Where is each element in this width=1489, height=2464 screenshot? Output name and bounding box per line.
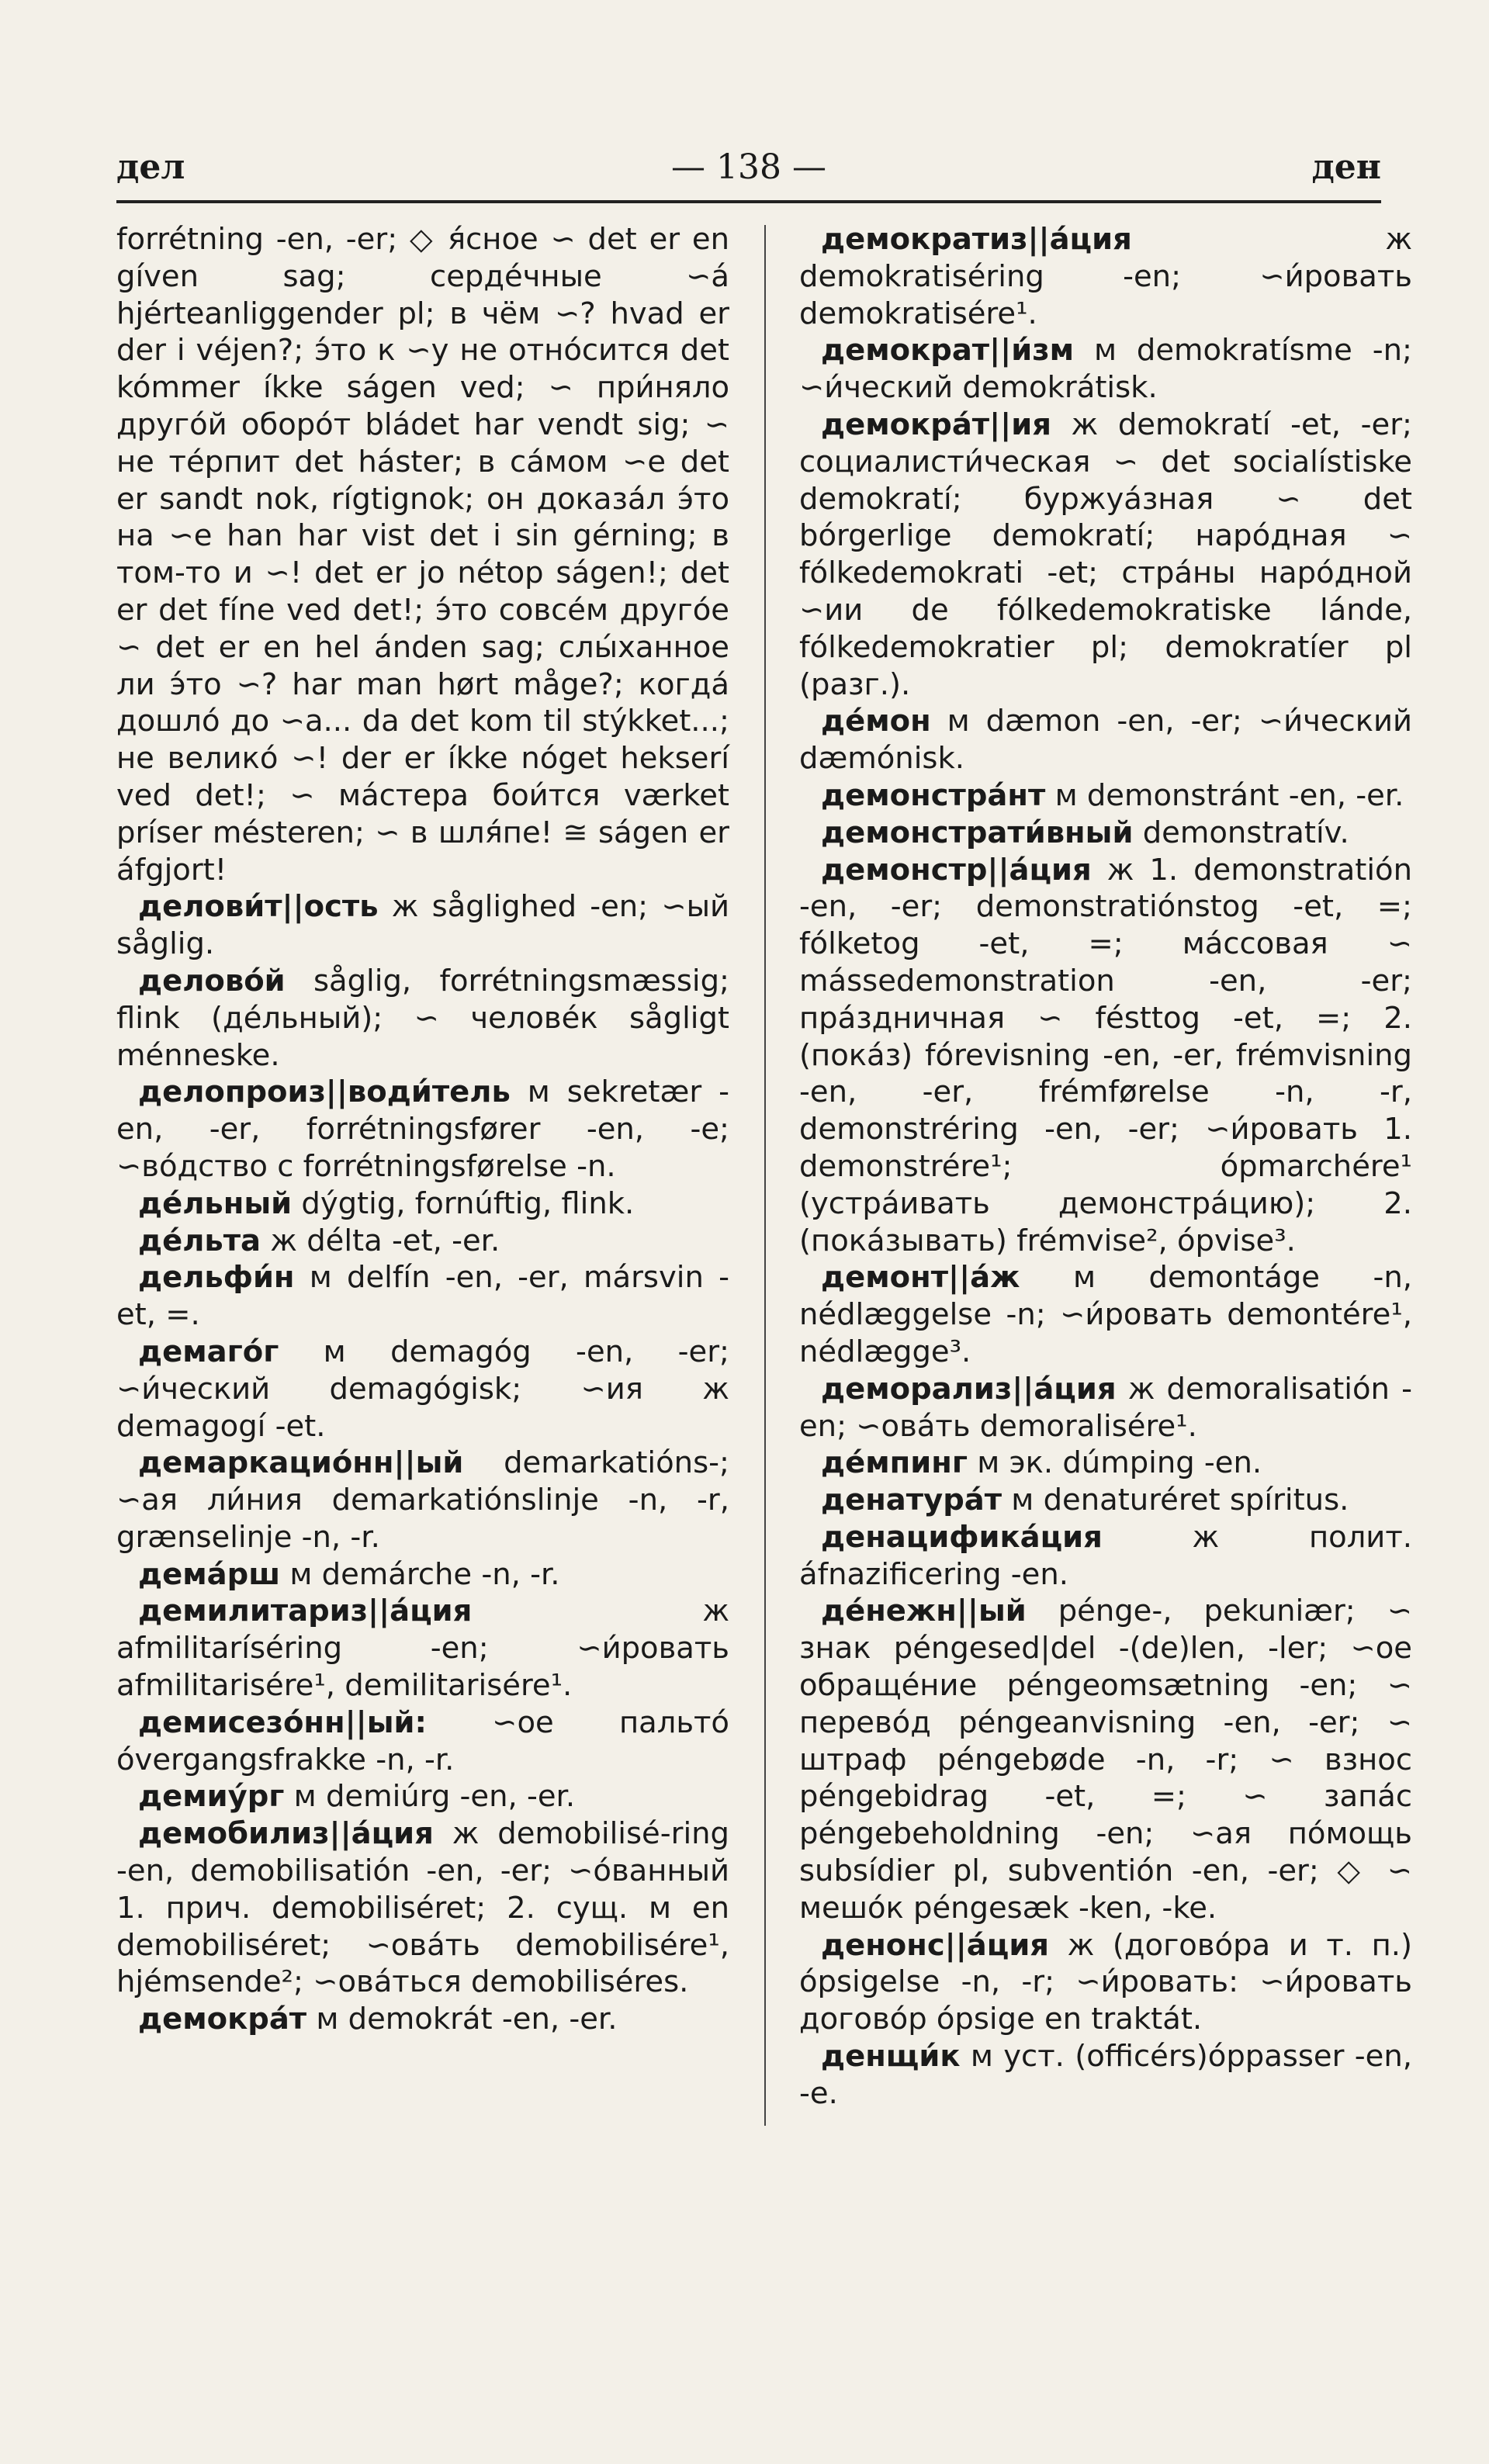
running-head-right: ден [1311, 147, 1381, 187]
entry-definition: ж demokratí -et, -er; социалисти́ческая ∽ det socialístiske demokratí; буржуа́зная ∽ det bórgerlige demokratí; наро́дная ∽ fólkedemokrati -et; стра́ны наро́дной ∽ии de fólkedemokratiske lánde, fólkedemokratier pl; demokratíer pl (разг.). [799, 407, 1412, 702]
entry-headword: демиу́рг [138, 1779, 285, 1815]
dictionary-entry [799, 1927, 1412, 2038]
entry-headword: демаго́г [138, 1334, 279, 1369]
dictionary-entry [799, 1482, 1412, 1519]
entry-headword: де́нежн||ый [821, 1594, 1027, 1629]
dictionary-entry [799, 332, 1412, 407]
dictionary-entry [799, 1259, 1412, 1370]
entry-headword: денонс||а́ция [821, 1927, 1050, 1963]
dictionary-entry [799, 703, 1412, 777]
entry-definition: demonstratív. [1133, 815, 1349, 850]
entry-definition: såglig, forrétningsmæssig; flink (де́льный); ∽ челове́к sågligt ménneske. [116, 963, 729, 1073]
entry-headword: деморализ||а́ция [821, 1371, 1117, 1407]
entry-definition: м demonstránt -en, -er. [1045, 777, 1404, 813]
entry-headword: дельфи́н [138, 1260, 295, 1296]
entry-definition: ж demokratiséring -en; ∽и́ровать demokratisére¹. [799, 222, 1412, 331]
entry-headword: делово́й [138, 963, 286, 998]
entry-definition: м demokrát -en, -er. [306, 2002, 618, 2037]
dictionary-entry [116, 1185, 729, 1223]
entry-definition: dýgtig, fornúftig, flink. [292, 1185, 635, 1221]
entry-definition: ж demobilisé-ring -en, demobilisatión -en, -er; ∽о́ванный 1. прич. demobiliséret; 2. сущ. м en demobiliséret; ∽ова́ть demobilisére¹, hjémsende²; ∽ова́ться demobiliséres. [116, 1816, 729, 2000]
entry-headword: демилитариз||а́ция [138, 1594, 473, 1629]
dictionary-entry [116, 1445, 729, 1556]
entry-definition: ж полит. áfnazificering -en. [799, 1519, 1412, 1592]
entry-headword: де́мпинг [821, 1445, 968, 1481]
left-column [116, 221, 729, 2038]
entry-headword: демократ||и́зм [821, 333, 1075, 369]
entry-definition: ж (догово́ра и т. п.) ópsigelse -n, -r; ∽и́ровать: ∽и́ровать догово́р ópsige en traktát. [799, 1927, 1412, 2037]
dictionary-entry [799, 852, 1412, 1260]
entry-headword: демократиз||а́ция [821, 222, 1132, 257]
entry-headword: денатура́т [821, 1483, 1002, 1518]
entry-definition: demarkatións-; ∽ая ли́ния demarkatiónslinje -n, -r, grænselinje -n, -r. [116, 1445, 729, 1555]
dictionary-entry [116, 888, 729, 963]
dictionary-entry [799, 1593, 1412, 1926]
entry-definition: ж délta -et, -er. [261, 1223, 500, 1258]
entry-definition: м demiúrg -en, -er. [284, 1779, 576, 1815]
dictionary-entry [116, 1556, 729, 1594]
entry-headword: дема́рш [138, 1556, 281, 1592]
dictionary-entry [116, 1223, 729, 1260]
entry-headword: демонстрати́вный [821, 815, 1134, 850]
column-divider [764, 225, 766, 2126]
dictionary-entry [799, 815, 1412, 852]
dictionary-entry [116, 1259, 729, 1334]
dictionary-entry [116, 1778, 729, 1815]
entry-definition: м dæmon -en, -er; ∽и́ческий dæmónisk. [799, 704, 1412, 777]
entry-definition: м demontáge -n, nédlæggelse -n; ∽и́ровать demontére¹, nédlægge³. [799, 1260, 1412, 1369]
entry-definition: ∽ое пальто́ óvergangsfrakke -n, -r. [116, 1704, 729, 1777]
dictionary-entry [116, 2001, 729, 2038]
entry-definition: forrétning -en, -er; ◇ я́сное ∽ det er en gíven sag; серде́чные ∽á hjérteanliggender pl; в чём ∽? hvad er der i véjen?; э́то к ∽у не отно́сится det kómmer íkke ságen ved; ∽ при́няло друго́й оборо́т bládet har vendt sig; ∽ не те́рпит det háster; в са́мом ∽е det er sandt nok, rígtignok; он доказа́л э́то на ∽е han har vist det i sin gérning; в том-то и ∽! det er jo nétop ságen!; det er det fíne ved det!; э́то совсе́м друго́е ∽ det er en hel ánden sag; слы́ханное ли э́то ∽? har man hørt måge?; когда́ дошло́ до ∽а... da det kom til stýkket...; не велико́ ∽! der er íkke nóget hekserí ved det!; ∽ ма́стера бои́тся værket príser mésteren; ∽ в шля́пе! ≅ ságen er áfgjort! [116, 222, 729, 888]
entry-headword: де́мон [821, 704, 931, 739]
entry-definition: pénge-, pekuniær; ∽ знак péngesed|del -(de)len, -ler; ∽ое обраще́ние péngeomsætning -en; ∽ перево́д péngeanvisning -en, -er; ∽ штраф péngebøde -n, -r; ∽ взнос péngebidrag -et, =; ∽ запа́с péngebeholdning -en; ∽ая по́мощь subsídier pl, subventión -en, -er; ◇ ∽ мешо́к péngesæk -ken, -ke. [799, 1594, 1412, 1926]
right-column [799, 221, 1412, 2113]
entry-headword: денщи́к [821, 2039, 961, 2075]
page-number: — 138 — [671, 147, 826, 187]
entry-headword: делови́т||ость [138, 889, 379, 925]
dictionary-entry [116, 1593, 729, 1704]
entry-definition: м demokratísme -n; ∽и́ческий demokrátisk. [799, 333, 1412, 406]
entry-headword: де́льта [138, 1223, 261, 1258]
entry-headword: демонстра́нт [821, 777, 1046, 813]
page-header [116, 147, 1381, 202]
entry-headword: демобилиз||а́ция [138, 1816, 434, 1852]
dictionary-entry [799, 221, 1412, 332]
header-rule [116, 200, 1381, 203]
entry-definition: м demárche -n, -r. [280, 1556, 560, 1592]
entry-headword: де́льный [138, 1185, 293, 1221]
entry-definition: ж 1. demonstratión -en, -er; demonstratiónstog -et, =; fólketog -et, =; ма́ссовая ∽ mássedemonstration -en, -er; пра́здничная ∽ fésttog -et, =; 2. (пока́з) fórevisning -en, -er, frémvisning -en, -er, frémførelse -n, -r, demonstréring -en, -er; ∽и́ровать 1. demonstrére¹; ópmarchére¹ (устра́ивать демонстра́цию); 2. (пока́зывать) frémvise², ópvise³. [799, 852, 1412, 1258]
dictionary-entry [799, 1371, 1412, 1445]
dictionary-entry [116, 1334, 729, 1445]
entry-headword: демисезо́нн||ый: [138, 1704, 427, 1740]
entry-definition: м demagóg -en, -er; ∽и́ческий demagógisk; ∽ия ж demagogí -et. [116, 1334, 729, 1444]
entry-headword: денацифика́ция [821, 1519, 1103, 1555]
dictionary-entry [116, 1704, 729, 1779]
dictionary-entry [799, 1445, 1412, 1482]
dictionary-entry [116, 1815, 729, 2001]
dictionary-entry [799, 2038, 1412, 2113]
entry-definition: ж såglighed -en; ∽ый såglig. [116, 889, 729, 962]
dictionary-entry [116, 221, 729, 888]
entry-definition: м denaturéret spíritus. [1002, 1483, 1349, 1518]
dictionary-entry [799, 407, 1412, 703]
entry-headword: демонт||а́ж [821, 1260, 1020, 1296]
entry-definition: м уст. (officérs)óppasser -en, -e. [799, 2039, 1412, 2111]
running-head-left: дел [116, 147, 185, 187]
entry-definition: м эк. dúmping -en. [967, 1445, 1262, 1481]
entry-headword: демаркацио́нн||ый [138, 1445, 464, 1481]
entry-headword: демонстр||а́ция [821, 852, 1092, 888]
entry-definition: м delfín -en, -er, mársvin -et, =. [116, 1260, 729, 1333]
entry-headword: демокра́т||ия [821, 407, 1051, 442]
entry-headword: демокра́т [138, 2002, 307, 2037]
entry-definition: м sekretær -en, -er, forrétningsfører -en, -e; ∽во́дство с forrétningsførelse -n. [116, 1075, 729, 1184]
dictionary-entry [116, 963, 729, 1074]
entry-definition: ж demoralisatión -en; ∽ова́ть demoralisére¹. [799, 1371, 1412, 1444]
dictionary-entry [799, 1519, 1412, 1594]
dictionary-entry [799, 777, 1412, 815]
entry-headword: делопроиз||води́тель [138, 1075, 511, 1110]
dictionary-entry [116, 1074, 729, 1185]
entry-definition: ж afmilitaríséring -en; ∽и́ровать afmilitarisére¹, demilitarisére¹. [116, 1594, 729, 1704]
